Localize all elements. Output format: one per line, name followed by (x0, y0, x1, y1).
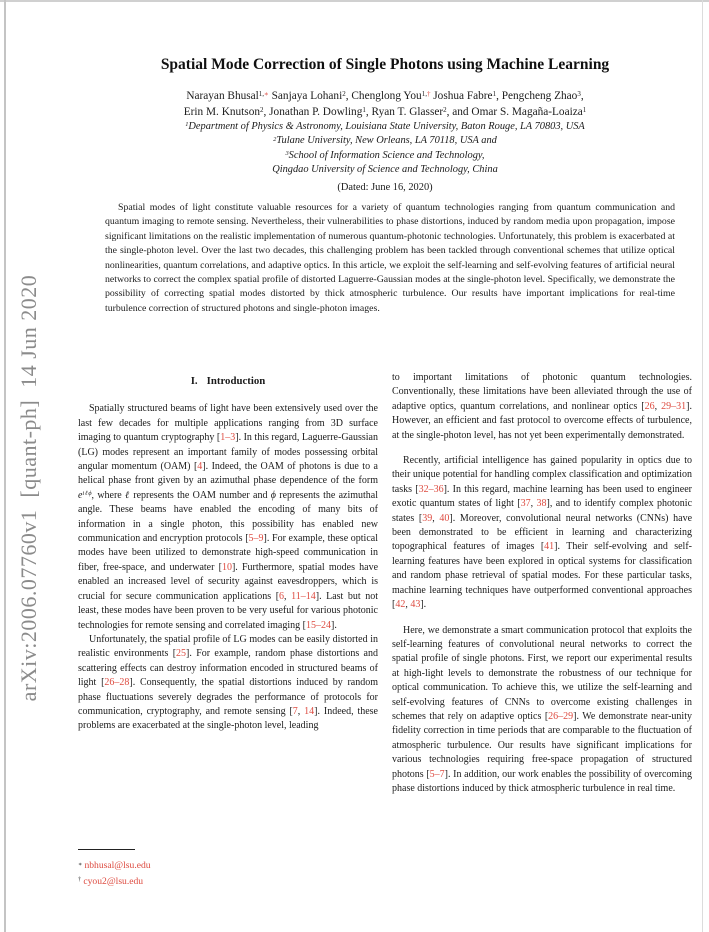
text-run: Recently, artificial intelligence has gained popularity in optics due to their unique potential for handling complex classification and optimization tasks [ (392, 455, 692, 495)
footnote-1 (78, 859, 378, 873)
text-run: Narayan Bhusal (186, 90, 259, 102)
text-run: represents the OAM number and (129, 489, 271, 501)
text-run: 2 (260, 105, 264, 114)
text-run: 1 (492, 89, 497, 98)
text-run: 1, (258, 89, 265, 98)
paragraph (392, 624, 692, 797)
text-run: Here, we demonstrate a smart communication protocol that exploits the self-learning features of convolutional neural networks to correct the spatial profile of single photons. First, we report our experimental results at high-light levels to demonstrate the robustness of our technique for optical communication. To achieve this, we utilize the self-learning and self-evolving features of CNNs to overcome existing challenges in schemes that rely on adaptive optics [ (392, 624, 692, 722)
citation-link[interactable]: 42 (395, 599, 406, 611)
text-run: ]. In this regard, machine learning has been used to engineer exotic quantum states of light [ (392, 483, 692, 510)
page-edge-left (4, 0, 6, 932)
text-run: ]. (420, 599, 427, 611)
citation-link[interactable]: 26–28 (104, 677, 130, 689)
text-run: ]. In addition, our work enables the possibility of overcoming phase distortions induced by thick atmospheric turbulence in real time. (392, 768, 692, 794)
footnote-rule (78, 849, 135, 850)
text-run: Erin M. Knutson (183, 106, 260, 119)
text-run: ]. Consequently, the spatial distortions induced by random phase fluctuations severely degrades the performance of protocols for communication, cryptography, and remote sensing [ (78, 677, 378, 717)
citation-link[interactable]: 7 (292, 705, 298, 717)
text-run: 1 (362, 105, 366, 114)
citation-link[interactable]: 5–9 (248, 533, 264, 545)
page-edge-right (702, 0, 703, 932)
citation-link[interactable]: 15–24 (305, 619, 331, 631)
text-run: School of Information Science and Technology, (288, 149, 485, 161)
text-run: ϕ (270, 489, 276, 501)
citation-link[interactable]: † (426, 89, 431, 98)
text-run: 3 (285, 149, 289, 157)
section-label: Introduction (206, 375, 266, 387)
text-run: 3 (577, 89, 581, 98)
text-run: ]. However, an efficient and fast protocol to overcome effects of turbulence, at the single-photon level, has not yet been experimentally demonstrated. (392, 400, 693, 441)
text-run: ∗ (78, 861, 83, 868)
citation-link[interactable]: 11–14 (291, 590, 316, 602)
text-run: , Jonathan P. Dowling (263, 106, 363, 119)
paragraph (392, 454, 692, 612)
citation-link[interactable]: 4 (197, 461, 203, 473)
two-column-body (78, 371, 692, 796)
text-run: 1, (421, 89, 427, 98)
section-heading (78, 374, 378, 388)
arxiv-watermark: arXiv:2006.07760v1 [quant-ph] 14 Jun 2020 (16, 274, 41, 702)
text-run: , where (91, 489, 126, 501)
paragraph (78, 633, 378, 734)
footnote-2 (78, 875, 378, 889)
text-run: 1 (185, 121, 189, 129)
text-run: , Pengcheng Zhao (496, 90, 578, 102)
text-run: 2 (273, 135, 277, 143)
citation-link[interactable]: 5–7 (429, 768, 445, 780)
text-run: , (530, 498, 537, 510)
text-run: ]. Furthermore, spatial modes have enabled an increased level of security against eavesdroppers, which is crucial for secure communication applications [ (78, 561, 379, 602)
footnote-block (78, 849, 378, 890)
page-edge-top (0, 0, 709, 2)
text-run: represents the azimuthal angle. These beams have enabled the encoding of many bits of information in a single photon, this possibility has enabled new communication and encryption protocols [ (78, 489, 379, 545)
citation-link[interactable]: 43 (410, 599, 421, 611)
affiliation-line-3 (78, 149, 692, 163)
text-run: , (297, 705, 305, 717)
citation-link[interactable]: 32–36 (418, 483, 444, 495)
paper-header (78, 56, 692, 193)
paragraph (78, 402, 378, 633)
text-run: Department of Physics & Astronomy, Louisiana State University, Baton Rouge, LA 70803, USA (188, 121, 585, 133)
text-run: ℓ (125, 489, 130, 501)
text-run: ]. We demonstrate near-unity fidelity correction in time periods that are comparable to the fluctuation of atmospheric turbulence. Our results have significant implications for various technologies requiring free-space propagation of structured photons [ (392, 710, 692, 780)
citation-link[interactable]: ∗ (264, 89, 269, 98)
citation-link[interactable]: 29–31 (661, 400, 687, 412)
date-line: (Dated: June 16, 2020) (337, 181, 433, 193)
text-run: Qingdao University of Science and Technology, China (272, 164, 498, 176)
text-run: ]. Moreover, convolutional neural networks (CNNs) have been demonstrated to be efficient in learning and characterizing topographical features of images [ (392, 512, 693, 553)
text-run: ]. In this regard, Laguerre-Gaussian (LG) modes represent an important family of modes possessing orbital angular momentum (OAM) [ (78, 432, 378, 473)
text-run: iℓϕ (82, 490, 92, 498)
text-run: ]. For example, random phase distortions and scattering effects can destroy information encoded in structured beams of light [ (78, 648, 378, 689)
abstract-text: Spatial modes of light constitute valuable resources for a variety of quantum technologies ranging from quantum communication and quantum imaging to remote sensing. Nevertheless, their vulnerabilities to phase distortions, induced by random media upon propagation, impose significant limitations on the realistic implementation of numerous quantum-photonic technologies. Unfortunately, this problem is exacerbated at the single-photon level. Over the last two decades, this challenging problem has been tackled through conventional schemes that utilize optical nonlinearities, quantum correlations, and adaptive optics. In this article, we exploit the self-learning and self-evolving features of artificial neural networks to correct the complex spatial profile of distorted Laguerre-Gaussian modes at the single-photon level. Specifically, we demonstrate the possibility of correcting spatial modes distorted by thick atmospheric turbulence. Our results have important implications for real-time turbulence correction of structured photons and single-photon images. (105, 202, 675, 314)
text-run: 2 (342, 89, 346, 98)
citation-link[interactable]: 26–29 (548, 710, 574, 722)
affiliation-line-1 (78, 120, 692, 134)
citation-link[interactable]: 26 (644, 400, 655, 412)
text-run: , Chenglong You (345, 90, 422, 102)
paragraph (392, 371, 692, 443)
text-run: to important limitations of photonic quantum technologies. Conventionally, these limitations have been alleviated through the use of adaptive optics, quantum correlations, and nonlinear optics [ (392, 372, 692, 412)
email-link[interactable]: nbhusal@lsu.edu (84, 860, 151, 872)
citation-link[interactable]: 40 (439, 512, 450, 524)
text-run: † (78, 877, 81, 884)
citation-link[interactable]: 38 (536, 498, 547, 510)
author-line-1 (78, 88, 692, 104)
text-run: ]. Their self-evolving and self-learning features have been explored in optical systems for classification and random phase retrieval of spatial modes. For these particular tasks, machine learning techniques have outperformed conventional approaches [ (392, 541, 692, 611)
citation-link[interactable]: 25 (176, 648, 187, 660)
text-run: ]. Last but not least, these modes have been proven to be very useful for various photonic technologies for remote sensing and correlated imaging [ (78, 590, 378, 631)
text-run: , (284, 590, 292, 602)
text-run: 2 (443, 105, 447, 114)
text-run: ]. Indeed, the OAM of photons is due to a helical phase front given by an azimuthal phase dependence of the form (78, 461, 378, 487)
text-run: , (432, 512, 440, 524)
text-run: Joshua Fabre (430, 90, 493, 102)
text-run: , (580, 90, 584, 102)
citation-link[interactable]: 1–3 (220, 432, 236, 444)
email-link[interactable]: cyou2@lsu.edu (83, 875, 144, 887)
text-run: Tulane University, New Orleans, LA 70118, USA and (276, 135, 497, 147)
citation-link[interactable]: 37 (520, 498, 531, 510)
text-run: ]. (330, 619, 337, 631)
text-run: , Ryan T. Glasser (365, 106, 444, 119)
citation-link[interactable]: 14 (304, 705, 315, 717)
citation-link[interactable]: 41 (544, 541, 555, 553)
text-run: Unfortunately, the spatial profile of LG modes can be easily distorted in realistic environments [ (78, 633, 378, 660)
affiliation-line-4 (78, 163, 692, 177)
citation-link[interactable]: 10 (221, 561, 232, 573)
right-column (392, 371, 692, 796)
paper-title: Spatial Mode Correction of Single Photons using Machine Learning (160, 56, 610, 73)
text-run: , (654, 400, 662, 412)
text-run: ]. For example, these optical modes have been utilized to demonstrate high-speed communication in fiber, free-space, and underwater [ (78, 533, 378, 573)
affiliation-line-2 (78, 134, 692, 148)
citation-link[interactable]: 39 (422, 512, 433, 524)
left-column (78, 371, 378, 796)
author-line-2 (78, 104, 692, 120)
text-run: , (405, 599, 411, 611)
text-run: ]. Indeed, these problems are exacerbated at the single-photon level, leading (78, 705, 378, 732)
citation-link[interactable]: 6 (279, 590, 285, 602)
text-run: e (78, 489, 83, 501)
text-run: , and Omar S. Magaña-Loaiza (446, 106, 583, 119)
text-run: ], and to identify complex photonic states [ (392, 498, 693, 524)
section-number: I. (190, 375, 198, 387)
text-run: Sanjaya Lohani (268, 90, 343, 102)
text-run: Spatially structured beams of light have been extensively used over the last few decades for multiple applications ranging from 3D surface imaging to quantum cryptography [ (78, 403, 378, 444)
text-run: 1 (582, 105, 587, 114)
